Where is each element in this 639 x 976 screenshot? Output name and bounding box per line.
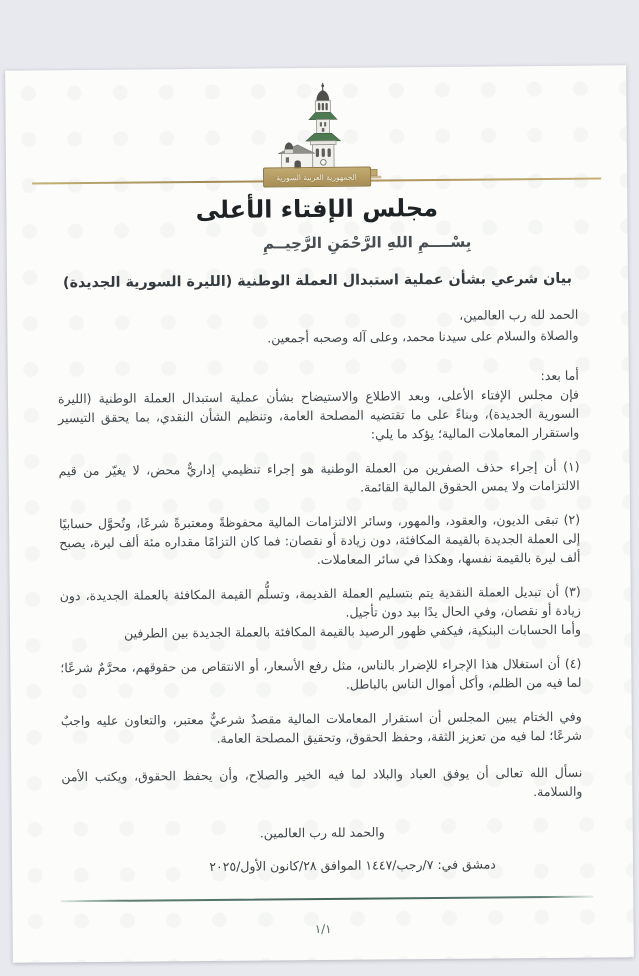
point-1: (١) أن إجراء حذف الصفرين من العملة الوطنية هو إجراء تنظيمي إداريٌّ محض، لا يغيّر من قيم الالتزامات ولا يمس الحقوق المالية القائمة.	[58, 458, 580, 495]
logo-area	[5, 65, 627, 192]
document-body	[7, 303, 633, 844]
document-title: بيان شرعي بشأن عملية استبدال العملة الوطنية (الليرة السورية الجديدة)	[62, 270, 572, 292]
basmala-calligraphy: بِسْــــمِ اللهِ الرَّحْمَنِ الرَّحِيــمِ	[262, 232, 472, 253]
point-3: (٣) أن تبديل العملة النقدية يتم بتسليم العملة القديمة، وتسلُّم القيمة المكافئة بالعملة الجديدة، دون زيادة أو نقصان، وفي الحال يدًا بيد دون تأجيل. وأما الحسابات البنكية، فيكفي ظهور الرصيد بالقيمة المكافئة بالعملة الجديدة بين الطرفين	[59, 583, 582, 641]
footer-green-divider	[60, 896, 593, 903]
opening-line-1: الحمد لله رب العالمين،	[459, 306, 579, 323]
date-place-line: دمشق في: ٧/رجب/١٤٤٧ الموافق ٢٨/كانون الأول/٢٠٢٥	[209, 856, 496, 874]
scanned-document-page	[5, 65, 634, 962]
page-number: ١/١	[314, 921, 332, 937]
document-header	[5, 65, 628, 294]
opening-praise	[57, 304, 578, 351]
republic-banner: الجمهورية العربية السورية	[262, 167, 370, 188]
intro-paragraph: فإن مجلس الإفتاء الأعلى، وبعد الاطلاع والاستيضاح بشأن عملية استبدال العملة الوطنية (الليرة السورية الجديدة)، وبناءً على ما تقتضيه المصلحة العامة، وتنظيم الشأن النقدي، بما يحقق التيسير واستقرار المعاملات المالية؛ يؤكد ما يلي:	[57, 386, 580, 442]
point-2: (٢) تبقى الديون، والعقود، والمهور، وسائر الالتزامات المالية محفوظةً ومعتبرةً شرعًا، وتُحوَّل حسابيًا إلى العملة الجديدة بالقيمة المكافئة، دون زيادة أو نقصان: فما كان التزامًا مقداره مئة ألف ليرة، يصبح ألف ليرة بالقيمة نفسها، وهكذا في سائر المعاملات.	[59, 511, 581, 568]
closing-paragraph-1: وفي الختام يبين المجلس أن استقرار المعاملات المالية مقصدٌ شرعيٌّ معتبر، والتعاون عليه واجبٌ شرعًا؛ لما فيه من تعزيز الثقة، وحفظ الحقوق، وتحقيق المصلحة العامة.	[60, 708, 583, 746]
council-name-calligraphy: مجلس الإفتاء الأعلى	[195, 193, 439, 225]
opening-line-2: والصلاة والسلام على سيدنا محمد، وعلى آله وصحبه أجمعين.	[267, 327, 579, 346]
closing-paragraph-2: نسأل الله تعالى أن يوفق العباد والبلاد لما فيه الخير والصلاح، وأن يحفظ الحقوق، ويكتب الأمن والسلامة.	[61, 764, 583, 800]
amma-baad-line: أما بعد:	[540, 367, 579, 384]
final-hamd-line: والحمد لله رب العالمين.	[259, 824, 385, 841]
point-4: (٤) أن استغلال هذا الإجراء للإضرار بالناس، مثل رفع الأسعار، أو الانتقاص من حقوقهم، محرَّمٌ شرعًا؛ لما فيه من الظلم، وأكل أموال الناس بالباطل.	[60, 655, 582, 692]
